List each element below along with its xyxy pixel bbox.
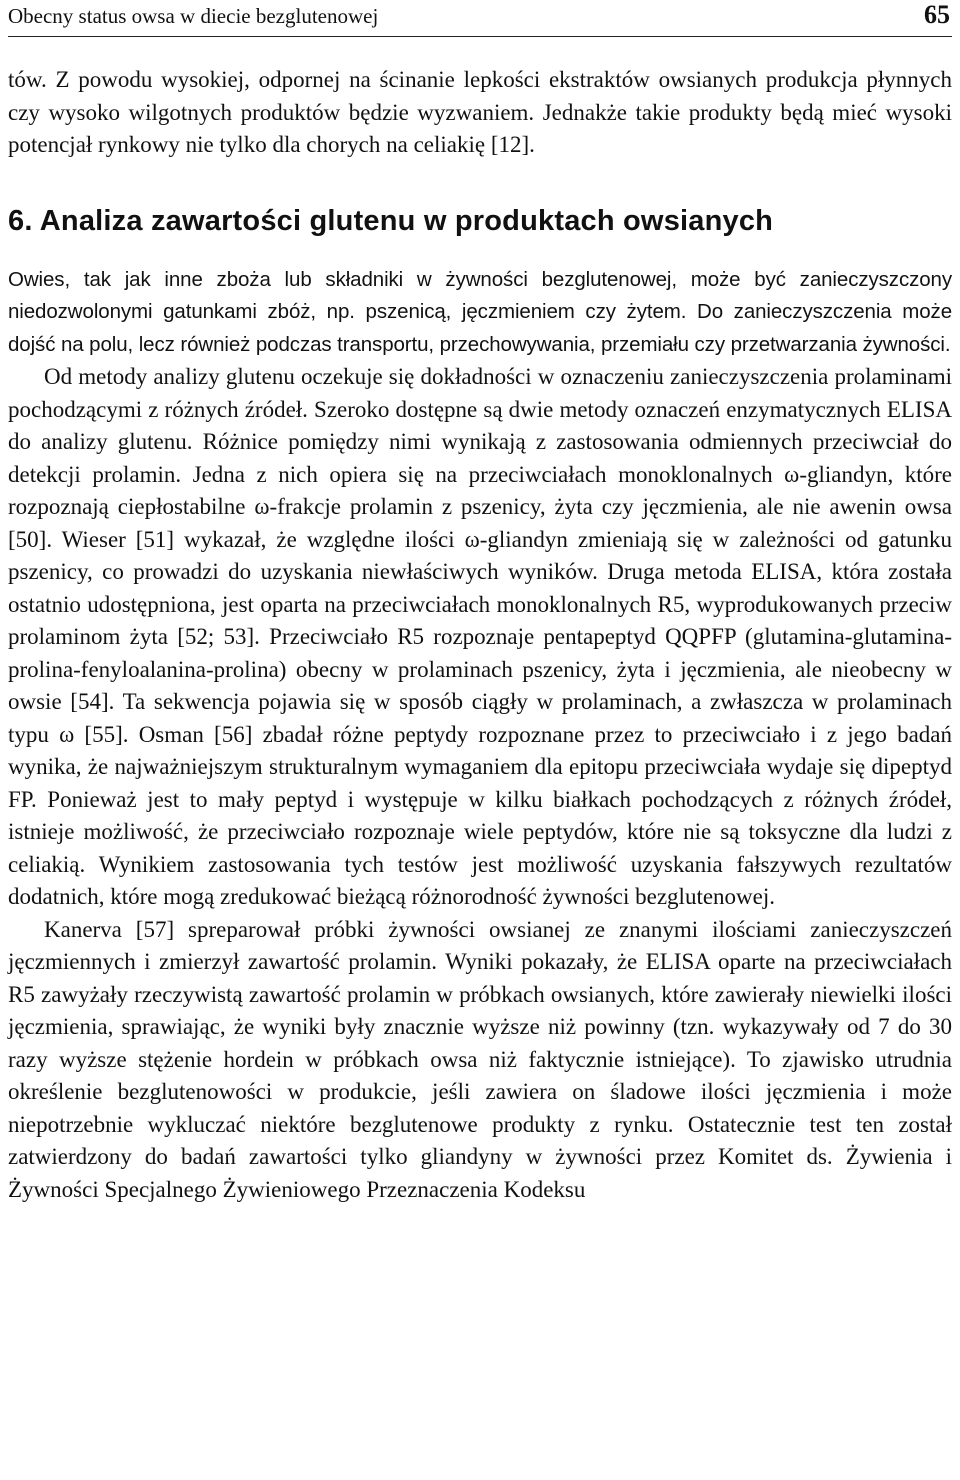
- paragraph-elisa-methods: Od metody analizy glutenu oczekuje się dokładności w oznaczeniu zanieczyszczenia prolaminami pochodzącymi z różnych źródeł. Szeroko dostępne są dwie metody oznaczeń enzymatycznych ELISA do analizy glutenu. Różnice pomiędzy nimi wynikają z zastosowania odmiennych przeciwciał do detekcji prolamin. Jedna z nich opiera się na przeciwciałach monoklonalnych ω-gliandyn, które rozpoznają ciepłostabilne ω-frakcje prolamin z pszenicy, żyta czy jęczmienia, ale nie awenin owsa [50]. Wieser [51] wykazał, że względne ilości ω-gliandyn zmieniają się w zależności od gatunku pszenicy, co prowadzi do uzyskania niewłaściwych wyników. Druga metoda ELISA, która została ostatnio udostępniona, jest oparta na przeciwciałach monoklonalnych R5, wyprodukowanych przeciw prolaminom żyta [52; 53]. Przeciwciało R5 rozpoznaje pentapeptyd QQPFP (glutamina-glutamina-prolina-fenyloalanina-prolina) obecny w prolaminach pszenicy, żyta i jęczmienia, ale nieobecny w owsie [54]. Ta sekwencja pojawia się w sposób ciągły w prolaminach, a zwłaszcza w prolaminach typu ω [55]. Osman [56] zbadał różne peptydy rozpoznane przez to przeciwciało i z jego badań wynika, że najważniejszym strukturalnym wymaganiem dla epitopu przeciwciała wydaje się dipeptyd FP. Ponieważ jest to mały peptyd i występuje w kilku białkach pochodzących z różnych źródeł, istnieje możliwość, że przeciwciało rozpoznaje wiele peptydów, które nie są toksyczne dla ludzi z celiakią. Wynikiem zastosowania tych testów jest możliwość uzyskania fałszywych rezultatów dodatnich, które mogą zredukować bieżącą różnorodność żywności bezglutenowej.: [8, 364, 952, 909]
- page-header: [8, 0, 952, 37]
- section-heading: 6. Analiza zawartości glutenu w produktach owsianych: [8, 204, 774, 237]
- article-body: [8, 64, 952, 1206]
- page-number: 65: [924, 0, 950, 29]
- paragraph-contamination: Owies, tak jak inne zboża lub składniki w żywności bezglutenowej, może być zanieczyszczony niedozwolonymi gatunkami zbóż, np. pszenicą, jęczmieniem czy żytem. Do zanieczyszczenia może dojść na polu, lecz również podczas transportu, przechowywania, przemiału czy przetwarzania żywności.: [8, 267, 952, 356]
- paragraph-continued: tów. Z powodu wysokiej, odpornej na ścinanie lepkości ekstraktów owsianych produkcja płynnych czy wysoko wilgotnych produktów będzie wyzwaniem. Jednakże takie produkty będą mieć wysoki potencjał rynkowy nie tylko dla chorych na celiakię [12].: [8, 67, 952, 157]
- running-title: Obecny status owsa w diecie bezglutenowej: [8, 4, 379, 28]
- paragraph-kanerva: Kanerva [57] spreparował próbki żywności owsianej ze znanymi ilościami zanieczyszczeń jęczmiennych i zmierzył zawartość prolamin. Wyniki pokazały, że ELISA oparte na przeciwciałach R5 zawyżały rzeczywistą zawartość prolamin w próbkach owsianych, które zawierały niewielki ilości jęczmienia, sprawiając, że wyniki były znacznie wyższe niż powinny (tzn. wykazywały od 7 do 30 razy wyższe stężenie hordein w próbkach owsa niż faktycznie istniejące). To zjawisko utrudnia określenie bezglutenowości w produkcie, jeśli zawiera on śladowe ilości jęczmienia i może niepotrzebnie wykluczać niektóre bezglutenowe produkty z rynku. Ostatecznie test ten został zatwierdzony do badań zawartości tylko gliandyny w żywności przez Komitet ds. Żywienia i Żywności Specjalnego Żywieniowego Przeznaczenia Kodeksu: [8, 916, 952, 1202]
